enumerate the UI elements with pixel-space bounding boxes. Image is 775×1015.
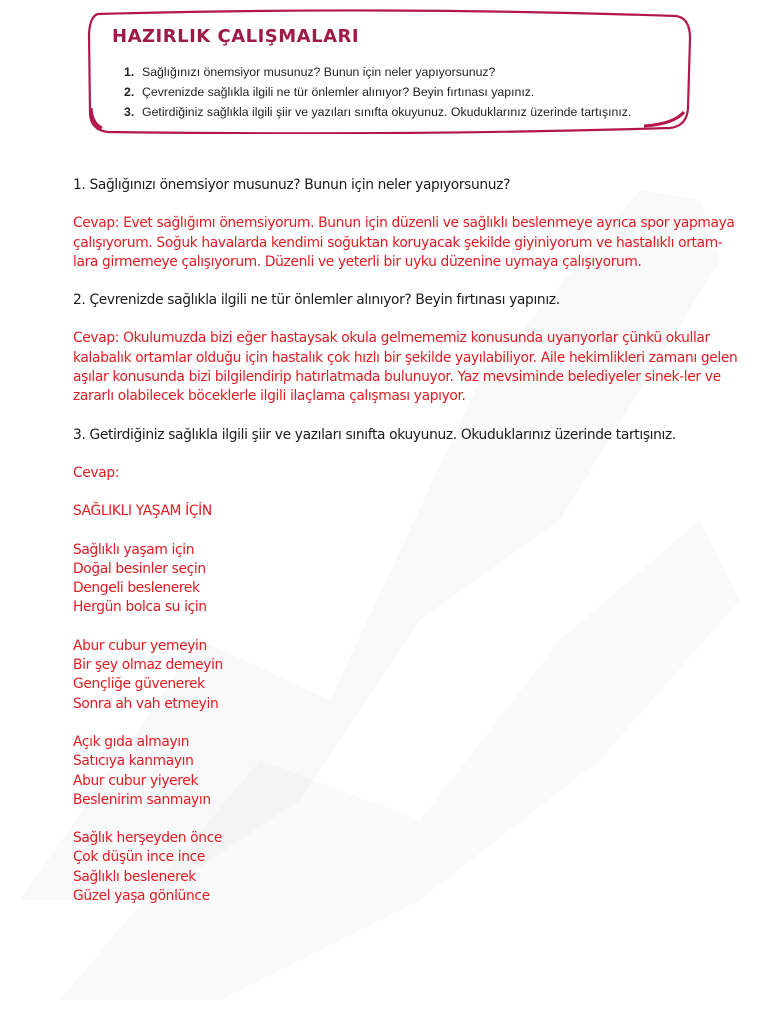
poem-stanza-4 [73,829,745,906]
answer-sheet [73,176,745,925]
poem-line: Sağlıklı yaşam için [73,541,195,558]
poem-stanza-3 [73,733,745,810]
card-question-list [124,62,631,122]
card-question-text: Getirdiğiniz sağlıkla ilgili şiir ve yazıları sınıfta okuyunuz. Okuduklarınız üzerinde tartışınız. [142,105,632,119]
card-question-item [124,102,631,122]
poem-line: Sağlıklı beslenerek [73,868,196,885]
poem-line: Abur cubur yiyerek [73,772,199,789]
poem-line: Doğal besinler seçin [73,560,206,577]
poem-line: Hergün bolca su için [73,599,207,616]
poem-line: Güzel yaşa gönlünce [73,888,210,905]
question-2: 2. Çevrenizde sağlıkla ilgili ne tür önlemler alınıyor? Beyin fırtınası yapınız. [73,292,560,309]
preparation-card [84,8,694,134]
question-3: 3. Getirdiğiniz sağlıkla ilgili şiir ve yazıları sınıfta okuyunuz. Okuduklarınız üzerinde tartışınız. [73,426,676,443]
poem-line: Sağlık herşeyden önce [73,830,223,847]
answer-1: Cevap: Evet sağlığımı önemsiyorum. Bunun için düzenli ve sağlıklı beslenmeye ayrıca spor yapmaya çalışıyorum. Soğuk havalarda kendimi soğuktan koruyacak şekilde giyiniyorum ve hastalıklı ortam-lara girmemeye çalışıyorum. Düzenli ve yeterli bir uyku düzenine uymaya çalışıyorum. [73,215,735,270]
poem-line: Satıcıya kanmayın [73,753,194,770]
poem-line: Açık gıda almayın [73,733,190,750]
card-title: HAZIRLIK ÇALIŞMALARI [112,26,360,47]
poem-line: Bir şey olmaz demeyin [73,657,223,674]
card-question-item [124,62,631,82]
card-question-number: 3. [124,105,135,119]
poem-stanza-2 [73,637,745,714]
poem-line: Abur cubur yemeyin [73,637,207,654]
poem-line: Sonra ah vah etmeyin [73,695,219,712]
answer-3-label: Cevap: [73,464,120,481]
poem-line: Dengeli beslenerek [73,580,200,597]
poem-line: Beslenirim sanmayın [73,791,211,808]
question-1: 1. Sağlığınızı önemsiyor musunuz? Bunun için neler yapıyorsunuz? [73,177,511,193]
poem-stanza-1 [73,541,745,618]
card-question-text: Çevrenizde sağlıkla ilgili ne tür önlemler alınıyor? Beyin fırtınası yapınız. [142,85,535,99]
card-question-number: 2. [124,85,135,99]
card-question-text: Sağlığınızı önemsiyor musunuz? Bunun için neler yapıyorsunuz? [142,65,496,79]
answer-2: Cevap: Okulumuzda bizi eğer hastaysak okula gelmememiz konusunda uyarıyorlar çünkü okullar kalabalık ortamlar olduğu için hastalık çok hızlı bir şekilde yayılabiliyor. Aile hekimlikleri zamanı gelen aşılar konusunda bizi bilgilendirip hatırlatmada bulunuyor. Yaz mevsiminde belediyeler sinek-ler ve zararlı olabilecek böceklerle ilgili ilaçlama çalışması yapıyor. [73,330,738,405]
card-question-number: 1. [124,65,135,79]
poem-line: Çok düşün ince ince [73,849,206,866]
poem-line: Gençliğe güvenerek [73,676,205,693]
card-question-item [124,82,631,102]
poem-title: SAĞLIKLI YAŞAM İÇİN [73,503,212,520]
